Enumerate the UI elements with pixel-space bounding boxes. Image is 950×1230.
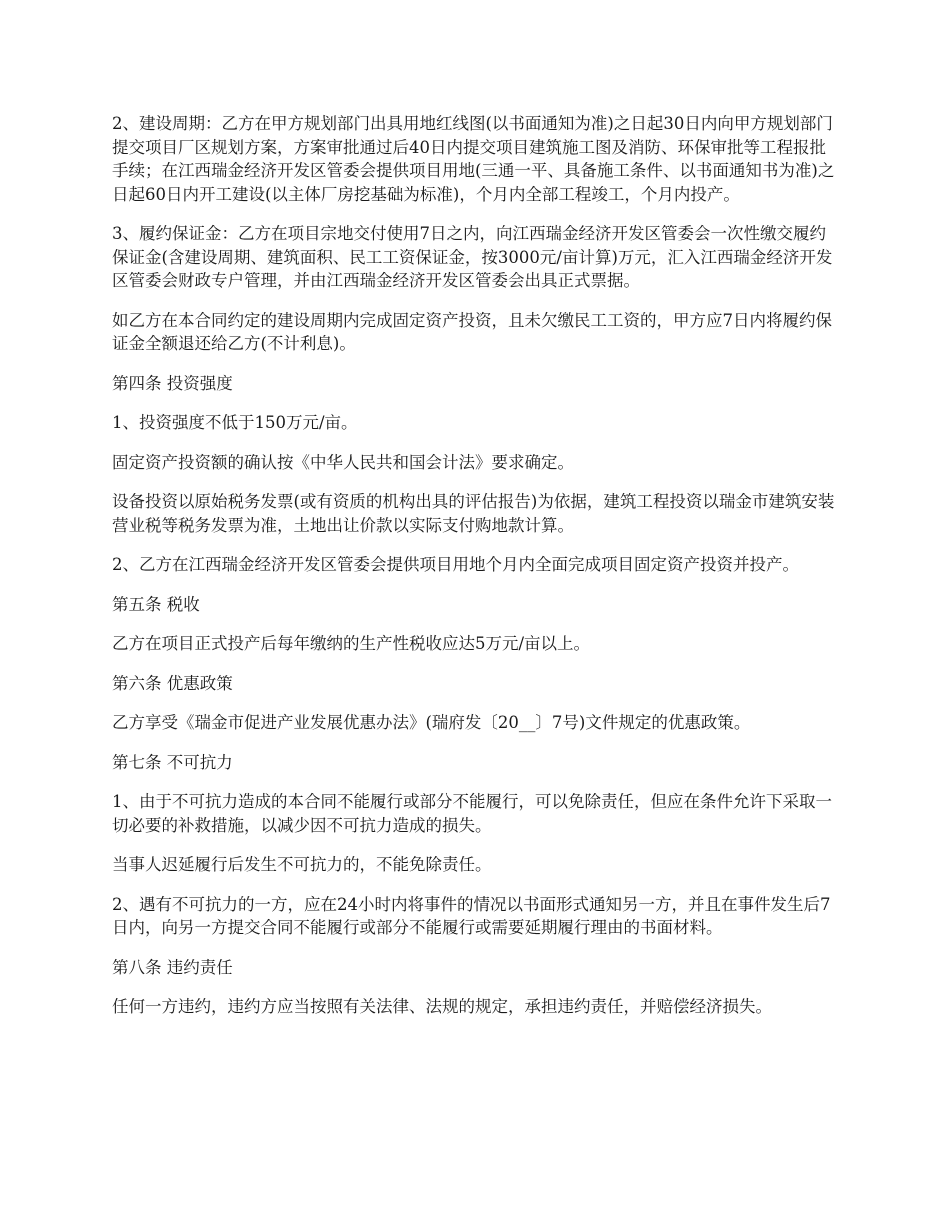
document-page xyxy=(112,112,838,1035)
paragraph-tax-revenue: 乙方在项目正式投产后每年缴纳的生产性税收应达5万元/亩以上。 xyxy=(112,634,591,653)
paragraph-breach-liability: 任何一方违约，违约方应当按照有关法律、法规的规定，承担违约责任，并赔偿经济损失。 xyxy=(112,997,772,1016)
paragraph-bond-refund: 如乙方在本合同约定的建设周期内完成固定资产投资，且未欠缴民工工资的，甲方应7日内将履约保证金全额退还给乙方(不计利息)。 xyxy=(112,310,832,353)
paragraph-force-majeure-delay: 当事人迟延履行后发生不可抗力的，不能免除责任。 xyxy=(112,855,492,874)
paragraph-investment-completion: 2、乙方在江西瑞金经济开发区管委会提供项目用地个月内全面完成项目固定资产投资并投产。 xyxy=(112,555,799,574)
paragraph-fixed-asset-confirmation: 固定资产投资额的确认按《中华人民共和国会计法》要求确定。 xyxy=(112,452,574,472)
paragraph-performance-bond: 3、履约保证金：乙方在项目宗地交付使用7日之内，向江西瑞金经济开发区管委会一次性缴交履约保证金(含建设周期、建筑面积、民工工资保证金，按3000元/亩计算)万元，汇入江西瑞金经济开发区管委会财政专户管理，并由江西瑞金经济开发区管委会出具正式票据。 xyxy=(112,224,833,290)
paragraph-preferential-policy: 乙方享受《瑞金市促进产业发展优惠办法》(瑞府发〔20__〕7号)文件规定的优惠政策。 xyxy=(112,713,751,732)
paragraph-construction-period: 2、建设周期：乙方在甲方规划部门出具用地红线图(以书面通知为准)之日起30日内向甲方规划部门提交项目厂区规划方案，方案审批通过后40日内提交项目建筑施工图及消防、环保审批等工程报批手续；在江西瑞金经济开发区管委会提供项目用地(三通一平、具备施工条件、以书面通知书为准)之日起60日内开工建设(以主体厂房挖基础为标准)，个月内全部工程竣工，个月内投产。 xyxy=(112,114,835,204)
article-4-heading: 第四条 投资强度 xyxy=(112,373,233,393)
paragraph-force-majeure-2: 2、遇有不可抗力的一方，应在24小时内将事件的情况以书面形式通知另一方，并且在事件发生后7日内，向另一方提交合同不能履行或部分不能履行或需要延期履行理由的书面材料。 xyxy=(112,894,831,937)
paragraph-equipment-investment: 设备投资以原始税务发票(或有资质的机构出具的评估报告)为依据，建筑工程投资以瑞金市建筑安装营业税等税务发票为准，土地出让价款以实际支付购地款计算。 xyxy=(112,492,835,535)
article-6-heading: 第六条 优惠政策 xyxy=(112,673,233,693)
article-5-heading: 第五条 税收 xyxy=(112,594,200,614)
article-8-heading: 第八条 违约责任 xyxy=(112,957,233,977)
paragraph-investment-intensity: 1、投资强度不低于150万元/亩。 xyxy=(112,413,358,432)
article-7-heading: 第七条 不可抗力 xyxy=(112,752,233,772)
paragraph-force-majeure-1: 1、由于不可抗力造成的本合同不能履行或部分不能履行，可以免除责任，但应在条件允许下采取一切必要的补救措施，以减少因不可抗力造成的损失。 xyxy=(112,792,832,835)
